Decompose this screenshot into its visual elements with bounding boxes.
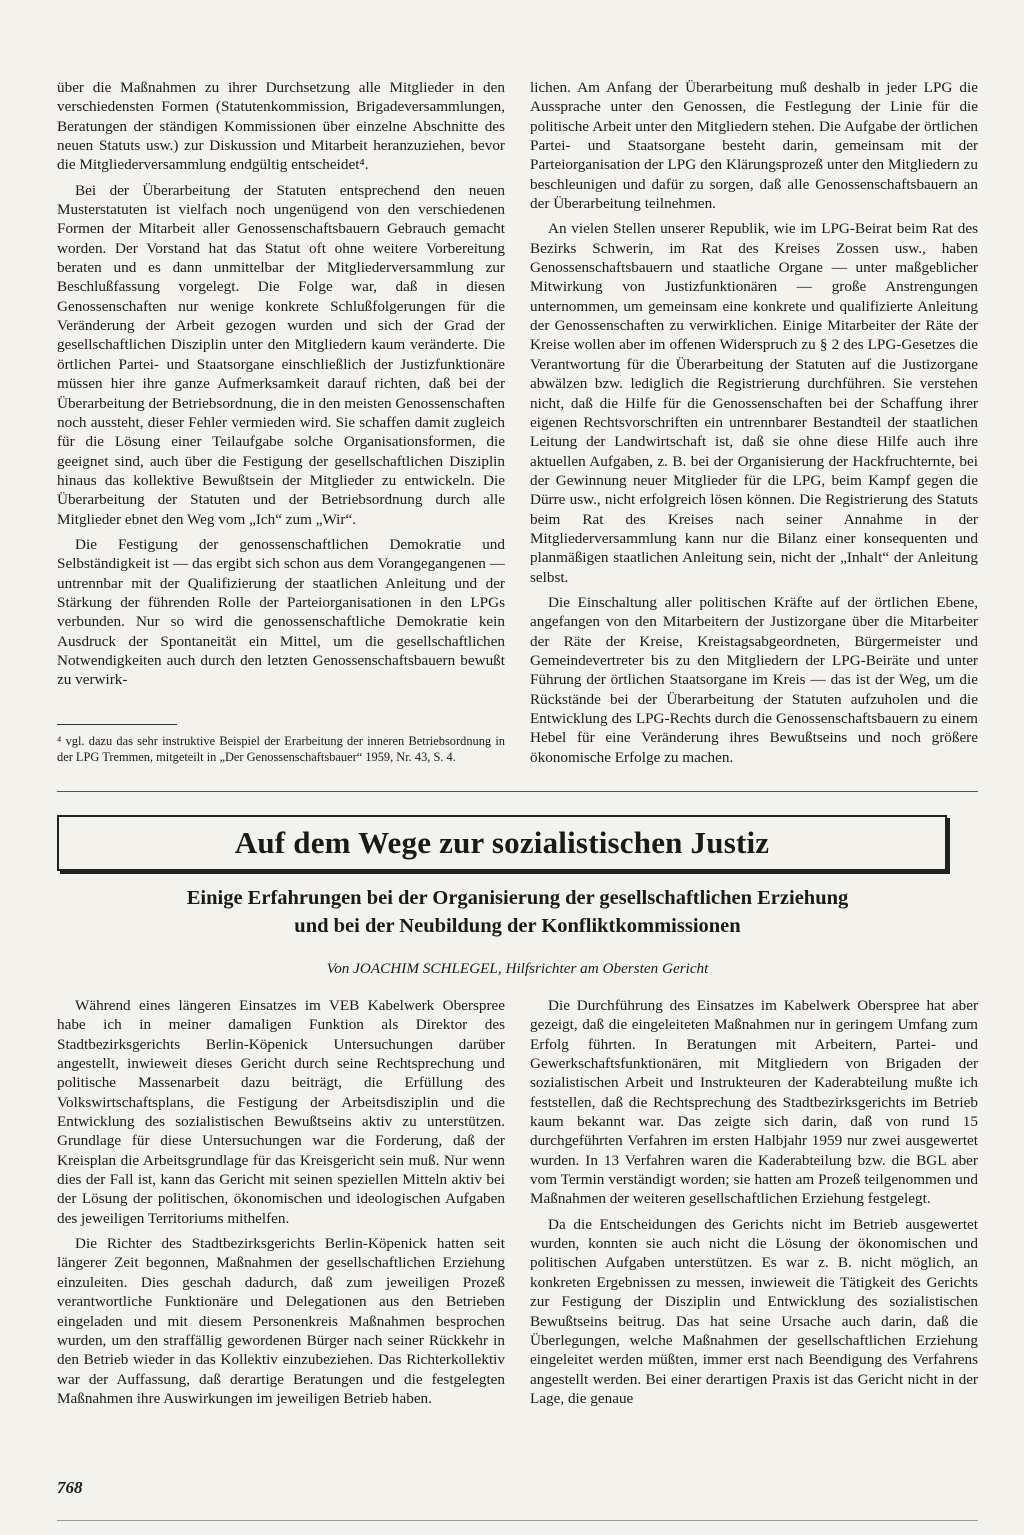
paragraph: Da die Entscheidungen des Gerichts nicht im Betrieb ausgewertet wurden, konnten sie auch nicht die Lösung der ökonomischen und politischen Aufgaben unterstützen. Es war z. B. nicht möglich, an konkreten Ergebnissen zu messen, inwieweit die Tätigkeit des Gerichts zur Festigung der Disziplin und Entwicklung des sozialistischen Bewußtseins beitrug. Das hat seine Ursache auch darin, daß die Überlegungen, welche Maßnahmen der gesellschaftlichen Erziehung eingeleitet werden müßten, immer erst nach Beendigung des Verfahrens angestellt werden. Bei einer derartigen Praxis ist das Gericht nicht in der Lage, die genaue xyxy=(530,1215,978,1407)
article-subtitle xyxy=(57,884,978,940)
paragraph: Bei der Überarbeitung der Statuten entsprechend den neuen Musterstatuten ist vielfach noch ungenügend von den verschiedenen Formen der Mitarbeit aller Genossenschaftsbauern Gebrauch gemacht worden. Der Vorstand hat das Statut oft ohne weitere Vorbereitung beraten und es dann unmittelbar der Mitgliederversammlung zur Beschlußfassung vorgelegt. Die Folge war, daß in diesen Genossenschaften nur wenige konkrete Schlußfolgerungen für die Veränderung der Arbeit gezogen wurden und sich der Grad der gesellschaftlichen Disziplin unter den Mitgliedern kaum veränderte. Die örtlichen Partei- und Staatsorgane einschließlich der Justizfunktionäre müssen hier ihre ganze Aufmerksamkeit darauf richten, daß bei der Überarbeitung der Betriebsordnung, die in den meisten Genossenschaften noch aussteht, dieser Fehler vermieden wird. Sie schaffen damit zugleich für die Lösung einer Teilaufgabe solche Organisationsformen, die geeignet sind, auch über die Festigung der gesellschaftlichen Disziplin hinaus das kollektive Bewußtsein der Mitglieder zu entwickeln. Die Überarbeitung der Statuten und der Betriebsordnung durch alle Mitglieder ebnet den Weg vom „Ich“ zum „Wir“. xyxy=(57,181,505,528)
paragraph: Die Richter des Stadtbezirksgerichts Berlin-Köpenick hatten seit längerer Zeit begonnen, Maßnahmen der gesellschaftlichen Erziehung einzuleiten. Dies geschah dadurch, daß zum jeweiligen Prozeß verantwortliche Funktionäre und Delegationen aus den Betrieben eingeladen und mit diesem Personenkreis Maßnahmen besprochen wurden, um den straffällig gewordenen Bürger nach seiner Rückkehr in den Betrieb wieder in das Kollektiv einzubeziehen. Das Richterkollektiv war der Auffassung, daß derartige Beratungen und die festgelegten Maßnahmen ihre Auswirkungen im jeweiligen Betrieb haben. xyxy=(57,1235,505,1407)
subtitle-line: Einige Erfahrungen bei der Organisierung der gesellschaftlichen Erziehung xyxy=(186,887,849,909)
page-number: 768 xyxy=(57,1478,83,1497)
paragraph: Die Durchführung des Einsatzes im Kabelwerk Oberspree hat aber gezeigt, daß die eingeleiteten Maßnahmen nur in geringem Umfang zum Erfolg führten. In Beratungen mit Arbeitern, Partei- und Gewerkschaftsfunktionären, mit Mitgliedern von Brigaden der sozialistischen Arbeit und Instrukteuren der Kaderabteilung mußte ich feststellen, daß die Rechtsprechung des Stadtbezirksgerichts im Betrieb kaum bekannt war. Das zeigte sich darin, daß von rund 15 durchgeführten Verfahren im ersten Halbjahr 1959 nur zwei ausgewertet wurden. In 13 Verfahren waren die Kaderabteilung bzw. die BGL aber vom Termin verständigt worden; sie hatten am Prozeß teilgenommen und Maßnahmen der weiteren gesellschaftlichen Erziehung festgelegt. xyxy=(530,997,978,1208)
paragraph: An vielen Stellen unserer Republik, wie im LPG-Beirat beim Rat des Bezirks Schwerin, im Rat des Kreises Zossen usw., haben Genossenschaftsbauern und staatliche Organe — unter maßgeblicher Mitwirkung von Justizfunktionären — große Anstrengungen unternommen, um gemeinsam eine konkrete und qualifizierte Anleitung der Genossenschaften zu verwirklichen. Einige Mitarbeiter der Räte der Kreise wollen aber im offenen Widerspruch zu § 2 des LPG-Gesetzes die Verantwortung für die Überarbeitung der Statuten auf die Justizorgane abwälzen bzw. lediglich die Registrierung durchführen. Sie verstehen nicht, daß die Hilfe für die Genossenschaften bei der Schaffung ihrer eigenen Rechtsvorschriften ein untrennbarer Bestandteil der staatlichen Leitung der Landwirtschaft ist, daß sie ohne diese Hilfe auch ihre aktuellen Aufgaben, z. B. bei der Organisierung der Hackfruchternte, bei der Gewinnung neuer Mitglieder für die LPG, beim Kampf gegen die Dürre usw., nicht erfolgreich lösen können. Die Registrierung des Statuts beim Rat des Kreises nach seiner Annahme in der Mitgliederversammlung kann nur die Bilanz einer konsequenten und planmäßigen staatlichen Anleitung sein, nicht der „Inhalt“ der Anleitung selbst. xyxy=(530,220,978,586)
footnote: ⁴ vgl. dazu das sehr instruktive Beispiel der Erarbeitung der inneren Betriebsordnung in der LPG Tremmen, mitgeteilt in „Der Genossenschaftsbauer“ 1959, Nr. 43, S. 4. xyxy=(57,734,505,764)
bottom-left-column xyxy=(57,996,505,1414)
paragraph: Die Einschaltung aller politischen Kräfte auf der örtlichen Ebene, angefangen von den Mitarbeitern der Justizorgane über die Mitarbeiter der Räte der Kreise, Kreistagsabgeordneten, Bürgermeister und Gemeindevertreter bis zu den Mitgliedern der LPG-Beiräte und unter Führung der örtlichen Staatsorgane im Kreis — das ist der Weg, um die Rückstände bei der Überarbeitung der Statuten aufzuholen und die Entwicklung des LPG-Rechts durch die Genossenschaftsbauern zu einem Hebel für eine Veränderung ihres Bewußtseins und noch größere ökonomische Erfolge zu machen. xyxy=(530,593,978,766)
bottom-right-column xyxy=(530,996,978,1414)
top-left-column xyxy=(57,78,505,696)
section-title-box xyxy=(57,815,947,871)
paragraph: lichen. Am Anfang der Überarbeitung muß deshalb in jeder LPG die Aussprache unter den Genossen, die Festlegung der Linie für die politische Arbeit unter den Mitgliedern stehen. Die Aufgabe der örtlichen Partei- und Staatsorgane besteht darin, gemeinsam mit der Parteiorganisation der LPG den Klärungsprozeß unter den Mitgliedern zu beschleunigen und dafür zu sorgen, daß alle Genossenschaftsbauern an der Überarbeitung teilnehmen. xyxy=(530,79,978,213)
subtitle-line: und bei der Neubildung der Konfliktkommissionen xyxy=(294,915,741,937)
paragraph: Die Festigung der genossenschaftlichen Demokratie und Selbständigkeit ist — das ergibt sich schon aus dem Vorangegangenen — untrennbar mit der Qualifizierung der staatlichen Anleitung und der Stärkung der führenden Rolle der Parteiorganisationen in den LPGs verbunden. Nur so wird die genossenschaftliche Demokratie kein Ausdruck der Spontaneität ein Mittel, um die gesellschaftlichen Notwendigkeiten auch durch den letzten Genossenschaftsbauern bewußt zu verwirk- xyxy=(57,535,505,689)
section-divider xyxy=(57,791,978,792)
author-byline: Von JOACHIM SCHLEGEL, Hilfsrichter am Obersten Gericht xyxy=(326,960,709,977)
footnote-divider xyxy=(57,724,177,725)
section-title: Auf dem Wege zur sozialistischen Justiz xyxy=(234,825,770,860)
paragraph: Während eines längeren Einsatzes im VEB Kabelwerk Oberspree habe ich in meiner damaligen Funktion als Direktor des Stadtbezirksgerichts Berlin-Köpenick Untersuchungen darüber angestellt, inwieweit dieses Gericht durch seine Rechtsprechung und politische Massenarbeit dazu beiträgt, die Erfüllung des Volkswirtschaftsplans, die Festigung der Arbeitsdisziplin und die Entwicklung des sozialistischen Bewußtseins aktiv zu unterstützen. Grundlage für diese Untersuchungen war die Forderung, daß der Kreisplan die Arbeitsgrundlage für das Kreisgericht sein muß. Nur wenn dies der Fall ist, kann das Gericht mit seinen speziellen Mitteln aktiv bei der Lösung der politischen, ökonomischen und ideologischen Aufgaben des jeweiligen Territoriums mithelfen. xyxy=(57,997,505,1227)
paragraph: über die Maßnahmen zu ihrer Durchsetzung alle Mitglieder in den verschiedensten Formen (Statutenkommission, Brigadeversammlungen, Beratungen der ständigen Kommissionen über einzelne Abschnitte des neuen Statuts usw.) zur Diskussion und Mitarbeit heranzuziehen, bevor die Mitgliederversammlung endgültig entscheidet⁴. xyxy=(57,79,505,174)
top-right-column xyxy=(530,78,978,773)
bottom-divider xyxy=(57,1520,978,1521)
